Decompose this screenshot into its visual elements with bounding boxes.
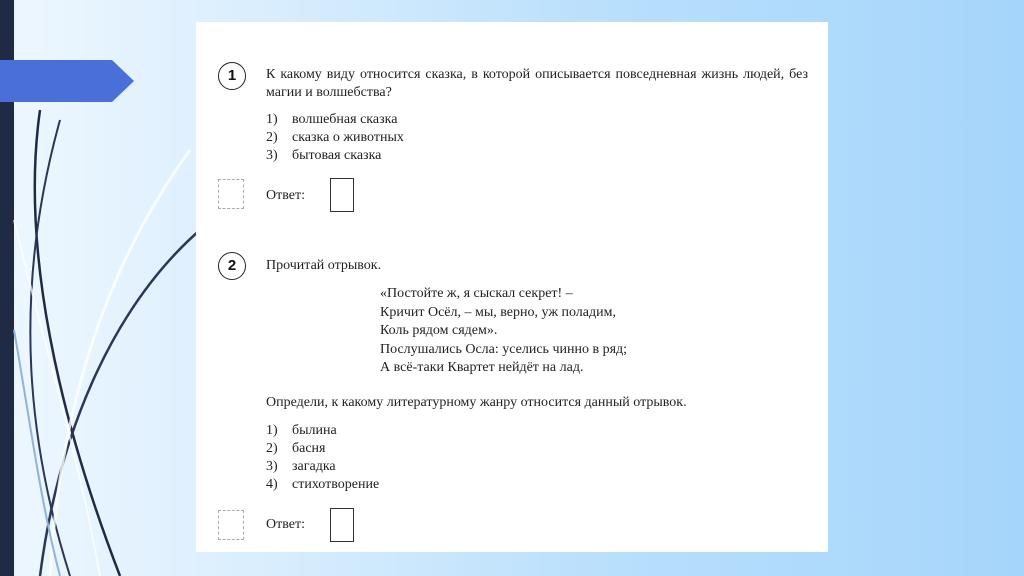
- task-2-question: Определи, к какому литературному жанру относится данный отрывок.: [266, 395, 687, 410]
- excerpt-line: Послушались Осла: уселись чинно в ряд;: [380, 341, 628, 357]
- option-item: 3) загадка: [266, 459, 336, 474]
- excerpt-line: «Постойте ж, я сыскал секрет! –: [380, 286, 573, 301]
- answer-input-box[interactable]: [330, 178, 354, 212]
- answer-label: Ответ:: [266, 188, 305, 203]
- option-item: 2) сказка о животных: [266, 130, 404, 145]
- test-page: [196, 22, 828, 552]
- option-item: 3) бытовая сказка: [266, 148, 382, 163]
- answer-input-box[interactable]: [330, 508, 354, 542]
- option-item: 1) былина: [266, 423, 337, 438]
- task-1-options: [266, 111, 404, 165]
- answer-label: Ответ:: [266, 517, 305, 532]
- excerpt-line: Кричит Осёл, – мы, верно, уж поладим,: [380, 304, 616, 320]
- excerpt-line: А всё-таки Квартет нейдёт на лад.: [380, 360, 584, 375]
- task-number-circle: 1: [218, 62, 246, 90]
- task-number-circle: 2: [218, 252, 246, 280]
- excerpt-line: Коль рядом сядем».: [380, 323, 498, 338]
- option-item: 1) волшебная сказка: [266, 112, 398, 127]
- option-item: 4) стихотворение: [266, 477, 380, 492]
- task-1-question: К какому виду относится сказка, в которой описывается повседневная жизнь людей, без магии и волшебства?: [266, 67, 808, 100]
- option-item: 2) басня: [266, 441, 326, 456]
- task-2-prompt: Прочитай отрывок.: [266, 258, 382, 273]
- score-box: [218, 510, 244, 540]
- poem-excerpt: [380, 285, 627, 378]
- task-2-options: [266, 422, 379, 494]
- title-arrow-tab: [0, 60, 134, 102]
- score-box: [218, 179, 244, 209]
